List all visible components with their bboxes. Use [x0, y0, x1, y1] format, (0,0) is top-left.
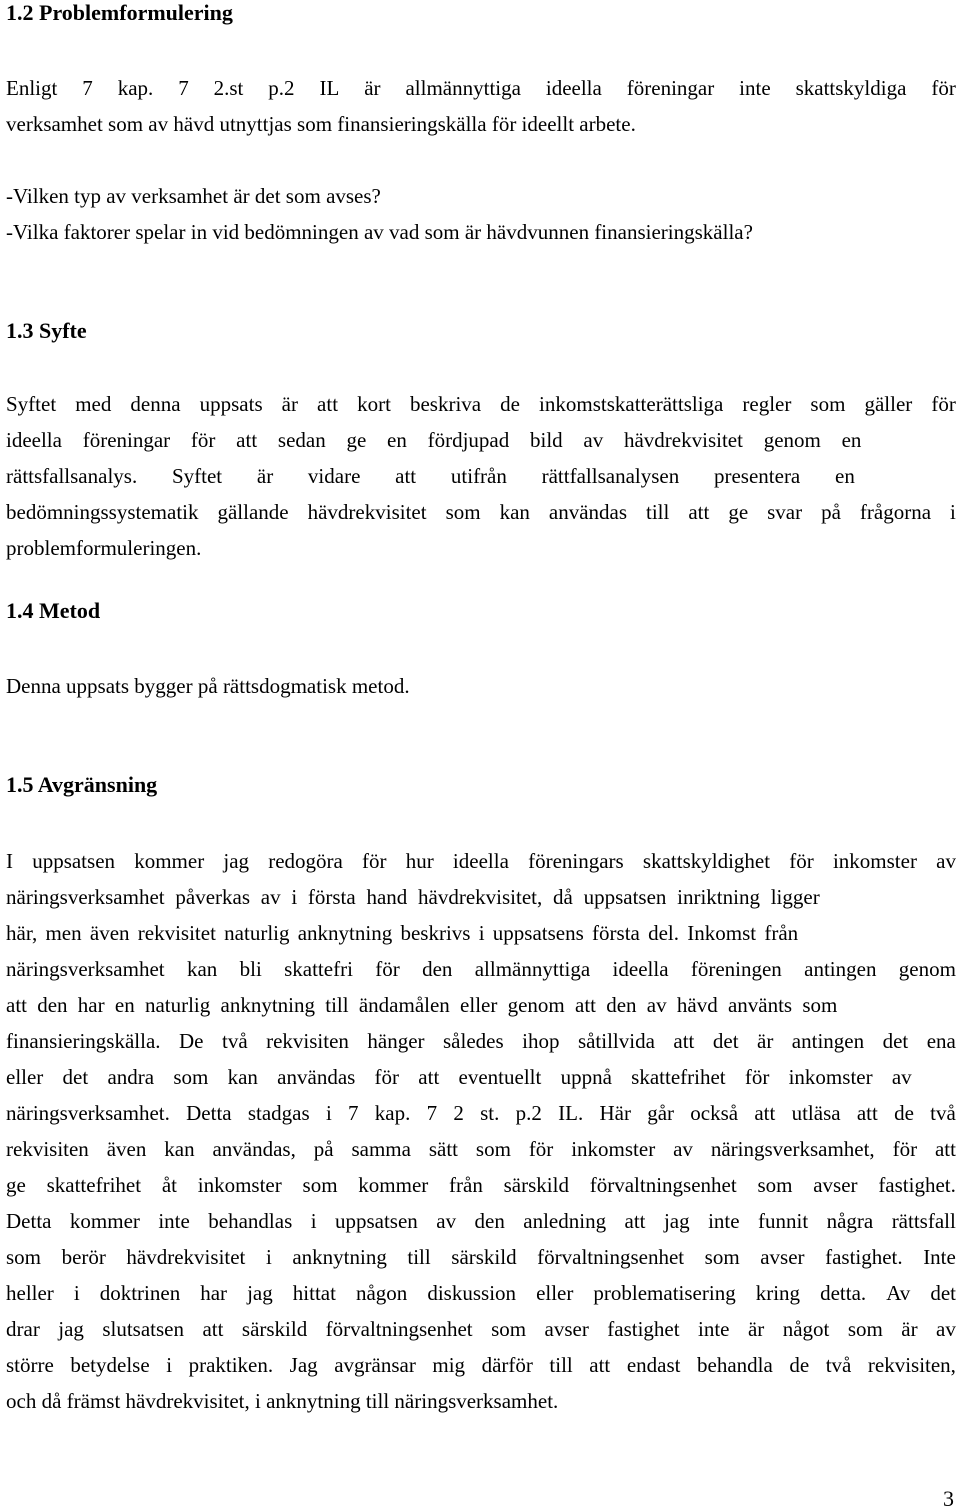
paragraph-line: verksamhet som av hävd utnyttjas som finansieringskälla för ideellt arbete. [6, 112, 636, 136]
paragraph-line: rekvisiten även kan användas, på samma sätt som för inkomster av näringsverksamhet, för att [6, 1137, 956, 1161]
paragraph-line: Detta kommer inte behandlas i uppsatsen av den anledning att jag inte funnit några rättsfall [6, 1209, 956, 1233]
paragraph-line: att den har en naturlig anknytning till ändamålen eller genom att den av hävd använts som [6, 993, 838, 1017]
section-heading-metod: 1.4 Metod [6, 598, 101, 623]
paragraph-line: problemformuleringen. [6, 536, 202, 560]
paragraph-line: rättsfallsanalys. Syftet är vidare att utifrån rättfallsanalysen presentera en [6, 464, 855, 488]
paragraph-line: Enligt 7 kap. 7 2.st p.2 IL är allmännyttiga ideella föreningar inte skattskyldiga för [6, 76, 956, 100]
paragraph-line: här, men även rekvisitet naturlig anknytning beskrivs i uppsatsens första del. Inkomst från [6, 921, 799, 945]
paragraph-line: Syftet med denna uppsats är att kort beskriva de inkomstskatterättsliga regler som gäller för [6, 392, 956, 416]
paragraph-line: ideella föreningar för att sedan ge en fördjupad bild av hävdrekvisitet genom en [6, 428, 862, 452]
paragraph-line: bedömningssystematik gällande hävdrekvisitet som kan användas till att ge svar på frågorna i [6, 500, 956, 524]
paragraph-line: ge skattefrihet åt inkomster som kommer från särskild förvaltningsenhet som avser fastighet. [6, 1173, 956, 1197]
paragraph-line: och då främst hävdrekvisitet, i anknytning till näringsverksamhet. [6, 1389, 559, 1413]
section-heading-syfte: 1.3 Syfte [6, 318, 87, 343]
paragraph-line: näringsverksamhet påverkas av i första hand hävdrekvisitet, då uppsatsen inriktning ligger [6, 885, 820, 909]
paragraph-line: heller i doktrinen har jag hittat någon diskussion eller problematisering kring detta. Av det [6, 1281, 956, 1305]
paragraph-line: Denna uppsats bygger på rättsdogmatisk metod. [6, 674, 410, 698]
paragraph-line: större betydelse i praktiken. Jag avgränsar mig därför till att endast behandla de två rekvisiten, [6, 1353, 956, 1377]
question-line: -Vilka faktorer spelar in vid bedömningen av vad som är hävdvunnen finansieringskälla? [6, 220, 753, 244]
paragraph-line: drar jag slutsatsen att särskild förvaltningsenhet som avser fastighet inte är något som är av [6, 1317, 956, 1341]
paragraph-line: I uppsatsen kommer jag redogöra för hur ideella föreningars skattskyldighet för inkomster av [6, 849, 956, 873]
question-line: -Vilken typ av verksamhet är det som avses? [6, 184, 381, 208]
paragraph-line: finansieringskälla. De två rekvisiten hänger således ihop såtillvida att det är antingen det ena [6, 1029, 956, 1053]
page-number: 3 [943, 1486, 954, 1511]
paragraph-line: eller det andra som kan användas för att eventuellt uppnå skattefrihet för inkomster av [6, 1065, 912, 1089]
section-heading-problemformulering: 1.2 Problemformulering [6, 0, 233, 25]
paragraph-line: näringsverksamhet. Detta stadgas i 7 kap. 7 2 st. p.2 IL. Här går också att utläsa att de två [6, 1101, 956, 1125]
paragraph-line: som berör hävdrekvisitet i anknytning till särskild förvaltningsenhet som avser fastighet. Inte [6, 1245, 956, 1269]
section-heading-avgransning: 1.5 Avgränsning [6, 772, 158, 797]
paragraph-line: näringsverksamhet kan bli skattefri för den allmännyttiga ideella föreningen antingen genom [6, 957, 956, 981]
